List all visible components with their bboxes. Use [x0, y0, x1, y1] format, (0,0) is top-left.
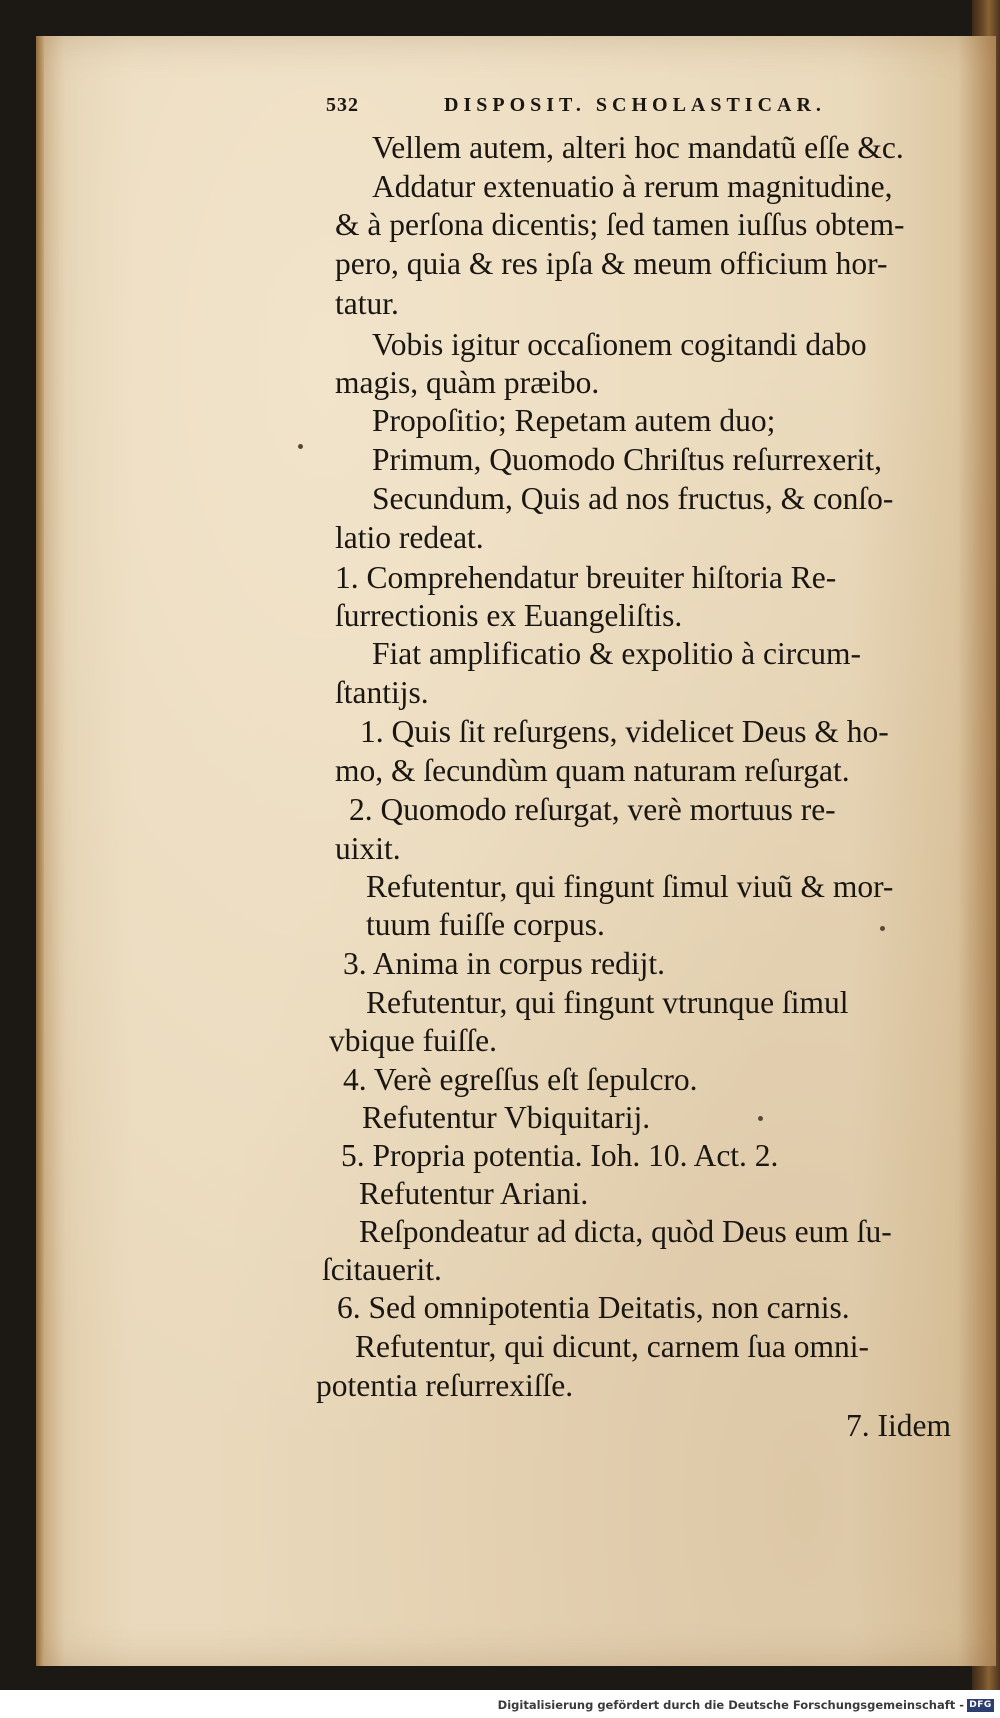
- text-line: tatur.: [335, 286, 399, 321]
- text-line: Propoſitio; Repetam autem duo;: [372, 403, 776, 438]
- text-line: & à perſona dicentis; ſed tamen iuſſus obtem-: [335, 207, 905, 242]
- text-line: ſurrectionis ex Euangeliſtis.: [335, 598, 683, 633]
- dfg-logo-icon: DFG: [967, 1699, 994, 1712]
- text-line: vbique fuiſſe.: [329, 1023, 497, 1058]
- text-line: ſcitauerit.: [322, 1252, 442, 1287]
- text-line: Primum, Quomodo Chriſtus reſurrexerit,: [372, 442, 883, 477]
- text-line: Refutentur, qui fingunt ſimul viuũ & mor-: [366, 869, 894, 904]
- text-line: 1. Comprehendatur breuiter hiſtoria Re-: [335, 560, 837, 595]
- text-line: 2. Quomodo reſurgat, verè mortuus re-: [349, 792, 836, 827]
- text-line: ſtantijs.: [335, 675, 429, 710]
- text-line: Vobis igitur occaſionem cogitandi dabo: [372, 327, 867, 362]
- text-line: Fiat amplificatio & expolitio à circum-: [372, 636, 861, 671]
- text-line: 4. Verè egreſſus eſt ſepulcro.: [343, 1062, 698, 1097]
- text-line: Reſpondeatur ad dicta, quòd Deus eum ſu-: [359, 1214, 892, 1249]
- text-line: Secundum, Quis ad nos fructus, & conſo-: [372, 481, 894, 516]
- margin-mark: [758, 1116, 763, 1121]
- text-line: 5. Propria potentia. Ioh. 10. Act. 2.: [341, 1138, 779, 1173]
- running-head-title: DISPOSIT. SCHOLASTICAR.: [444, 94, 826, 116]
- digitization-credit: Digitalisierung gefördert durch die Deutsche Forschungsgemeinschaft -: [497, 1698, 964, 1712]
- margin-mark: [298, 444, 303, 449]
- text-line: 6. Sed omnipotentia Deitatis, non carnis.: [337, 1290, 850, 1325]
- text-line: magis, quàm præibo.: [335, 365, 600, 400]
- margin-mark: [880, 926, 885, 931]
- text-line: latio redeat.: [335, 520, 484, 555]
- text-line: pero, quia & res ipſa & meum officium hor-: [335, 246, 888, 281]
- page-number: 532: [326, 94, 359, 116]
- catchword: 7. Iidem: [846, 1408, 951, 1443]
- text-line: 3. Anima in corpus redijt.: [343, 946, 665, 981]
- text-line: Refutentur, qui fingunt vtrunque ſimul: [366, 985, 849, 1020]
- text-line: Addatur extenuatio à rerum magnitudine,: [372, 169, 893, 204]
- text-line: tuum fuiſſe corpus.: [366, 907, 605, 942]
- text-line: Refutentur Ariani.: [359, 1176, 589, 1211]
- text-line: 1. Quis ſit reſurgens, videlicet Deus & ho-: [360, 714, 889, 749]
- text-line: potentia reſurrexiſſe.: [316, 1368, 574, 1403]
- text-line: uixit.: [335, 831, 401, 866]
- text-line: mo, & ſecundùm quam naturam reſurgat.: [335, 753, 850, 788]
- text-line: Refutentur, qui dicunt, carnem ſua omni-: [355, 1329, 869, 1364]
- text-line: Vellem autem, alteri hoc mandatũ eſſe &c.: [372, 130, 904, 165]
- text-line: Refutentur Vbiquitarij.: [362, 1100, 651, 1135]
